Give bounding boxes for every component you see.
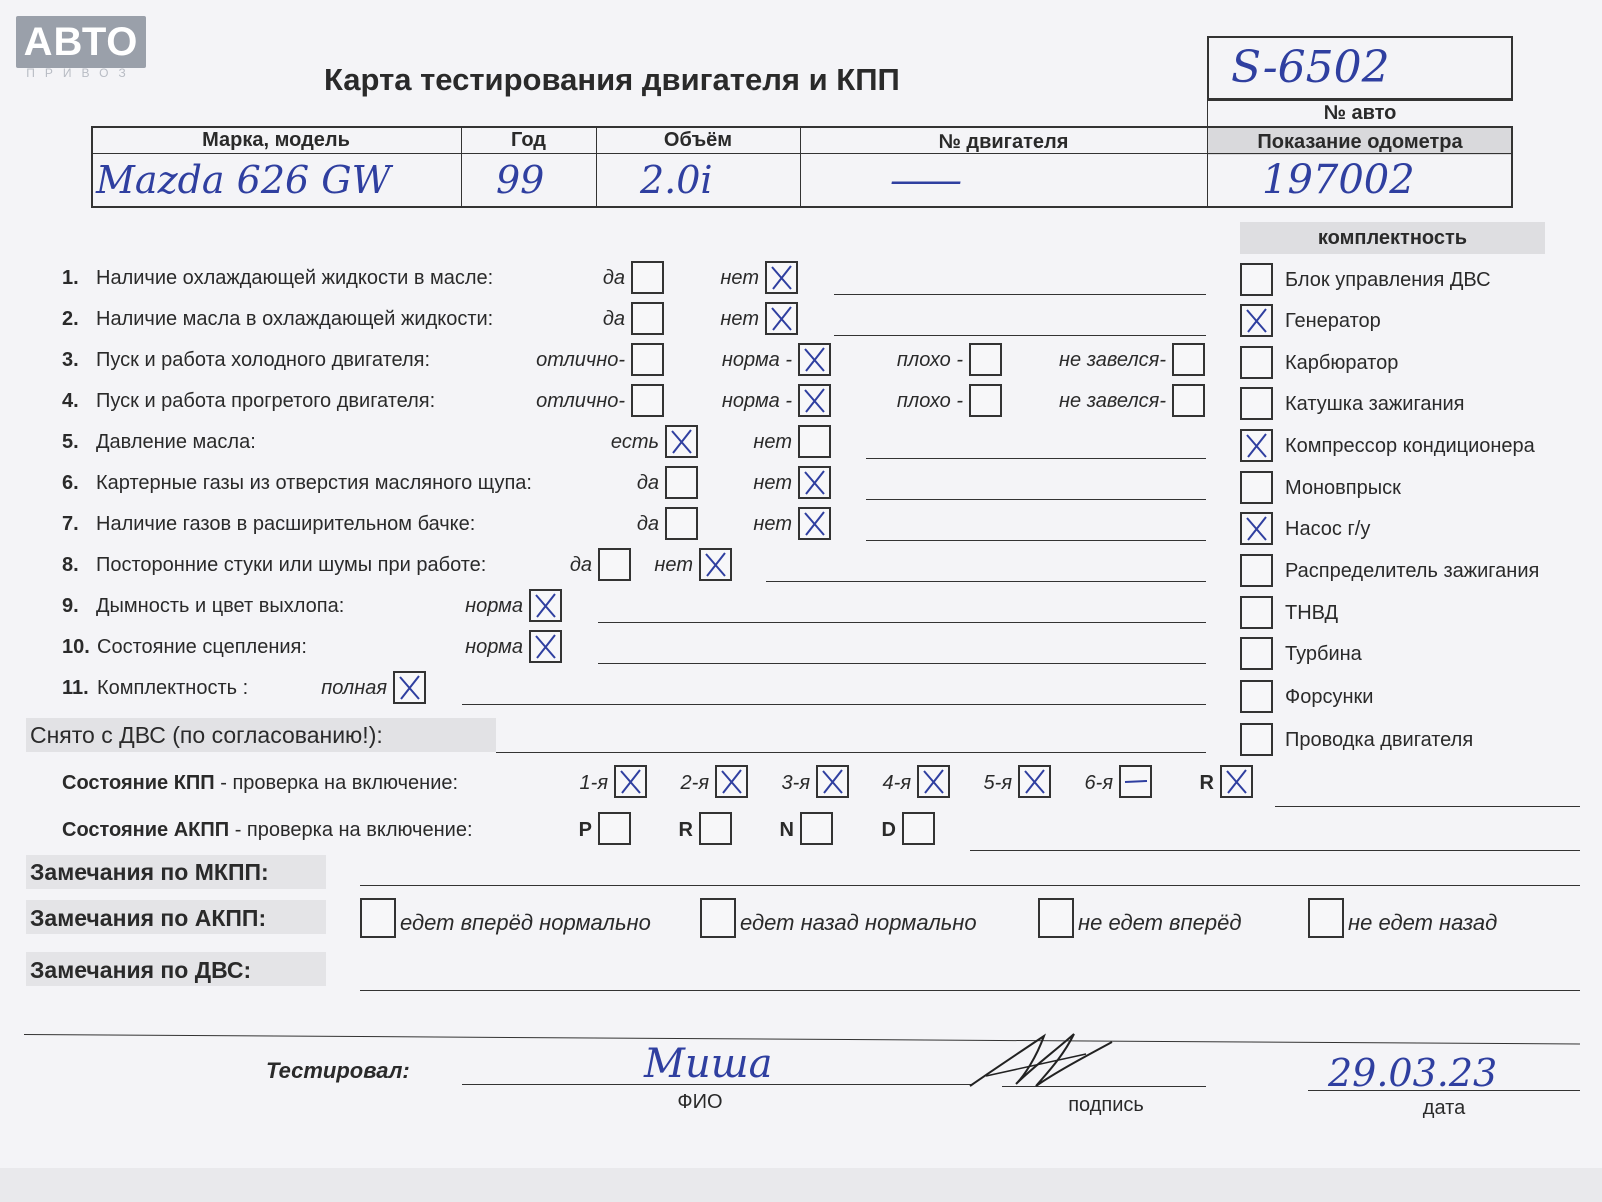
item-4-option-4-checkbox[interactable] [1172,384,1205,417]
item-10-option-1-checkbox-mark-icon [531,632,560,661]
item-3-option-3-checkbox[interactable] [969,343,1002,376]
item-8-option-1-checkbox[interactable] [598,548,631,581]
item-4-number: 4. [62,390,79,412]
item-9-text: Дымность и цвет выхлопа: [96,595,345,617]
item-11-option-1-checkbox-mark-icon [395,673,424,702]
completeness-10-label: Турбина [1285,643,1362,665]
item-6-option-2-checkbox[interactable] [798,466,831,499]
item-2-option-1-label: да [602,308,625,330]
item-3-option-1-label: отлично- [536,349,625,371]
akpp-remark-3-label: не едет вперёд [1078,910,1242,935]
akpp-position-1-checkbox[interactable] [598,812,631,845]
akpp-remark-4-checkbox[interactable] [1308,898,1344,938]
item-6-option-1-label: да [636,472,659,494]
item-8-option-2-checkbox-mark-icon [701,550,730,579]
gear-1-label: 1-я [579,772,608,794]
gear-5-label: 5-я [983,772,1012,794]
item-4-option-2-checkbox[interactable] [798,384,831,417]
item-1-option-2-checkbox-mark-icon [767,263,796,292]
item-4-option-3-label: плохо - [896,390,963,412]
item-8-option-2-label: нет [654,554,693,576]
auto-number-value: S-6502 [1231,42,1390,93]
card-bottom-edge [0,1168,1602,1202]
completeness-3-checkbox[interactable] [1240,346,1273,379]
akpp-remark-2-label: едет назад нормально [740,910,977,935]
item-6-option-2-checkbox-mark-icon [800,468,829,497]
auto-gearbox-label: Состояние АКПП - проверка на включение: [62,819,473,841]
gear-3-checkbox-mark-icon [818,767,847,796]
remarks-dvs-line [360,990,1580,991]
item-6-text: Картерные газы из отверстия масляного щупа: [96,472,532,494]
akpp-position-4-checkbox[interactable] [902,812,935,845]
item-10-option-1-checkbox[interactable] [529,630,562,663]
header-label-volume: Объём [663,129,733,151]
akpp-position-3-checkbox[interactable] [800,812,833,845]
item-4-text: Пуск и работа прогретого двигателя: [96,390,436,412]
item-6-option-2-label: нет [753,472,792,494]
item-2-line [834,335,1206,336]
gear-6-label: 6-я [1084,772,1113,794]
item-7-option-2-checkbox[interactable] [798,507,831,540]
akpp-remark-4-label: не едет назад [1348,910,1498,935]
item-9-option-1-label: норма [465,595,523,617]
completeness-2-checkbox-mark-icon [1242,306,1271,335]
item-7-line [866,540,1206,541]
auto-gearbox-line [970,850,1580,851]
completeness-10-checkbox[interactable] [1240,637,1273,670]
item-11-text: Комплектность : [97,677,249,699]
item-6-option-1-checkbox[interactable] [665,466,698,499]
item-1-option-1-checkbox[interactable] [631,261,664,294]
item-7-number: 7. [62,513,79,535]
completeness-7-checkbox[interactable] [1240,512,1273,545]
item-1-option-2-checkbox[interactable] [765,261,798,294]
completeness-7-label: Насос г/у [1285,518,1371,540]
item-10-line [598,663,1206,664]
page-title: Карта тестирования двигателя и КПП [324,62,900,97]
completeness-4-label: Катушка зажигания [1285,393,1465,415]
item-5-option-2-label: нет [753,431,792,453]
item-2-option-2-checkbox-mark-icon [767,304,796,333]
item-8-option-2-checkbox[interactable] [699,548,732,581]
gear-2-checkbox[interactable] [715,765,748,798]
gear-2-label: 2-я [680,772,709,794]
completeness-title: комплектность [1317,227,1468,249]
akpp-position-2-label: R [678,819,693,841]
header-value-volume: 2.0i [640,158,713,202]
akpp-position-2-checkbox[interactable] [699,812,732,845]
completeness-7-checkbox-mark-icon [1242,514,1271,543]
gear-7-checkbox-mark-icon [1222,767,1251,796]
gear-7-checkbox[interactable] [1220,765,1253,798]
removed-label: Снято с ДВС (по согласованию!): [30,722,383,748]
header-label-engine-no: № двигателя [938,131,1069,153]
item-9-option-1-checkbox-mark-icon [531,591,560,620]
item-10-number: 10. [62,636,90,658]
manual-gearbox-label: Состояние КПП - проверка на включение: [62,772,459,794]
item-3-text: Пуск и работа холодного двигателя: [96,349,431,371]
item-4-option-2-label: норма - [721,390,792,412]
gear-1-checkbox-mark-icon [616,767,645,796]
completeness-11-checkbox[interactable] [1240,680,1273,713]
item-4-option-1-label: отлично- [536,390,625,412]
item-7-option-1-checkbox[interactable] [665,507,698,540]
completeness-12-checkbox[interactable] [1240,723,1273,756]
akpp-position-1-label: P [578,819,592,841]
item-2-text: Наличие масла в охлаждающей жидкости: [96,308,494,330]
gear-3-label: 3-я [781,772,810,794]
item-3-option-4-label: не завелся- [1059,349,1166,371]
item-8-option-1-label: да [569,554,592,576]
name-caption: ФИО [677,1091,723,1113]
manual-gearbox-line [1275,806,1580,807]
item-4-option-1-checkbox[interactable] [631,384,664,417]
gear-5-checkbox[interactable] [1018,765,1051,798]
header-label-odometer: Показание одометра [1257,131,1463,153]
item-8-line [766,581,1206,582]
item-9-number: 9. [62,595,79,617]
completeness-6-label: Моновпрыск [1285,477,1401,499]
item-10-option-1-label: норма [465,636,523,658]
item-3-number: 3. [62,349,79,371]
item-3-option-2-checkbox[interactable] [798,343,831,376]
item-7-text: Наличие газов в расширительном бачке: [96,513,476,535]
remarks-dvs-label: Замечания по ДВС: [30,957,252,983]
signature-scribble [966,1028,1116,1092]
remarks-mkpp-line [360,885,1580,886]
header-label-make: Марка, модель [202,129,350,151]
item-3-option-2-label: норма - [721,349,792,371]
item-2-option-1-checkbox[interactable] [631,302,664,335]
akpp-remark-1-checkbox[interactable] [360,898,396,938]
item-4-option-3-checkbox[interactable] [969,384,1002,417]
auto-number-label: № авто [1323,102,1397,124]
item-1-option-1-label: да [602,267,625,289]
gear-7-label: R [1199,772,1214,794]
completeness-3-label: Карбюратор [1285,352,1399,374]
item-5-option-1-checkbox[interactable] [665,425,698,458]
item-5-line [866,458,1206,459]
item-9-line [598,622,1206,623]
item-8-number: 8. [62,554,79,576]
item-1-number: 1. [62,267,79,289]
removed-line [496,752,1206,753]
header-value-engine-no: —— [890,158,958,202]
avto-logo: АВТО [16,16,146,68]
item-8-text: Посторонние стуки или шумы при работе: [96,554,487,576]
header-value-odometer: 197002 [1262,157,1415,203]
header-value-year: 99 [496,158,545,202]
remarks-extra-line [24,1034,1580,1045]
item-5-option-1-label: есть [610,431,659,453]
completeness-8-label: Распределитель зажигания [1285,560,1540,582]
item-11-option-1-label: полная [321,677,387,699]
completeness-1-checkbox[interactable] [1240,263,1273,296]
auto-number-box [1207,36,1513,100]
item-3-option-1-checkbox[interactable] [631,343,664,376]
item-5-number: 5. [62,431,79,453]
item-1-text: Наличие охлаждающей жидкости в масле: [96,267,494,289]
tested-label: Тестировал: [266,1058,410,1083]
item-3-option-2-checkbox-mark-icon [800,345,829,374]
completeness-2-label: Генератор [1285,310,1381,332]
signature-caption: подпись [1068,1094,1144,1116]
item-2-option-2-label: нет [720,308,759,330]
header-value-make: Mazda 626 GW [96,158,391,202]
remarks-akpp-label: Замечания по АКПП: [30,905,267,931]
item-11-line [462,704,1206,705]
item-4-option-4-label: не завелся- [1059,390,1166,412]
date-value: 29.03.23 [1328,1051,1498,1095]
header-label-year: Год [511,129,546,151]
akpp-remark-2-checkbox[interactable] [700,898,736,938]
gear-3-checkbox[interactable] [816,765,849,798]
akpp-position-3-label: N [779,819,794,841]
auto-box-divider [1207,100,1513,101]
gear-6-checkbox[interactable] [1119,765,1152,798]
item-2-option-2-checkbox[interactable] [765,302,798,335]
name-value: Миша [644,1041,773,1087]
gear-4-checkbox-mark-icon [919,767,948,796]
item-4-option-2-checkbox-mark-icon [800,386,829,415]
item-1-option-2-label: нет [720,267,759,289]
completeness-8-checkbox[interactable] [1240,554,1273,587]
akpp-remark-1-label: едет вперёд нормально [400,910,651,935]
item-3-option-3-label: плохо - [896,349,963,371]
gear-5-checkbox-mark-icon [1020,767,1049,796]
completeness-4-checkbox[interactable] [1240,387,1273,420]
item-7-option-2-checkbox-mark-icon [800,509,829,538]
completeness-11-label: Форсунки [1285,686,1374,708]
completeness-9-checkbox[interactable] [1240,596,1273,629]
completeness-5-label: Компрессор кондиционера [1285,435,1535,457]
col-divider-4 [1207,36,1208,208]
completeness-1-label: Блок управления ДВС [1285,269,1491,291]
gear-2-checkbox-mark-icon [717,767,746,796]
remarks-mkpp-label: Замечания по МКПП: [30,859,269,885]
akpp-position-4-label: D [881,819,896,841]
completeness-5-checkbox-mark-icon [1242,431,1271,460]
completeness-2-checkbox[interactable] [1240,304,1273,337]
item-7-option-1-label: да [636,513,659,535]
gear-4-checkbox[interactable] [917,765,950,798]
item-3-option-4-checkbox[interactable] [1172,343,1205,376]
item-5-text: Давление масла: [96,431,256,453]
gear-6-checkbox-mark-icon [1121,767,1150,796]
gear-1-checkbox[interactable] [614,765,647,798]
completeness-12-label: Проводка двигателя [1285,729,1474,751]
item-5-option-2-checkbox[interactable] [798,425,831,458]
item-7-option-2-label: нет [753,513,792,535]
gear-4-label: 4-я [882,772,911,794]
completeness-6-checkbox[interactable] [1240,471,1273,504]
item-6-line [866,499,1206,500]
completeness-9-label: ТНВД [1285,602,1339,624]
item-11-number: 11. [62,677,89,699]
avto-logo-sub: ПРИВОЗ [26,66,136,80]
item-10-text: Состояние сцепления: [97,636,307,658]
item-1-line [834,294,1206,295]
item-6-number: 6. [62,472,79,494]
item-11-option-1-checkbox[interactable] [393,671,426,704]
akpp-remark-3-checkbox[interactable] [1038,898,1074,938]
item-9-option-1-checkbox[interactable] [529,589,562,622]
item-2-number: 2. [62,308,79,330]
date-caption: дата [1422,1097,1466,1119]
completeness-5-checkbox[interactable] [1240,429,1273,462]
item-5-option-1-checkbox-mark-icon [667,427,696,456]
